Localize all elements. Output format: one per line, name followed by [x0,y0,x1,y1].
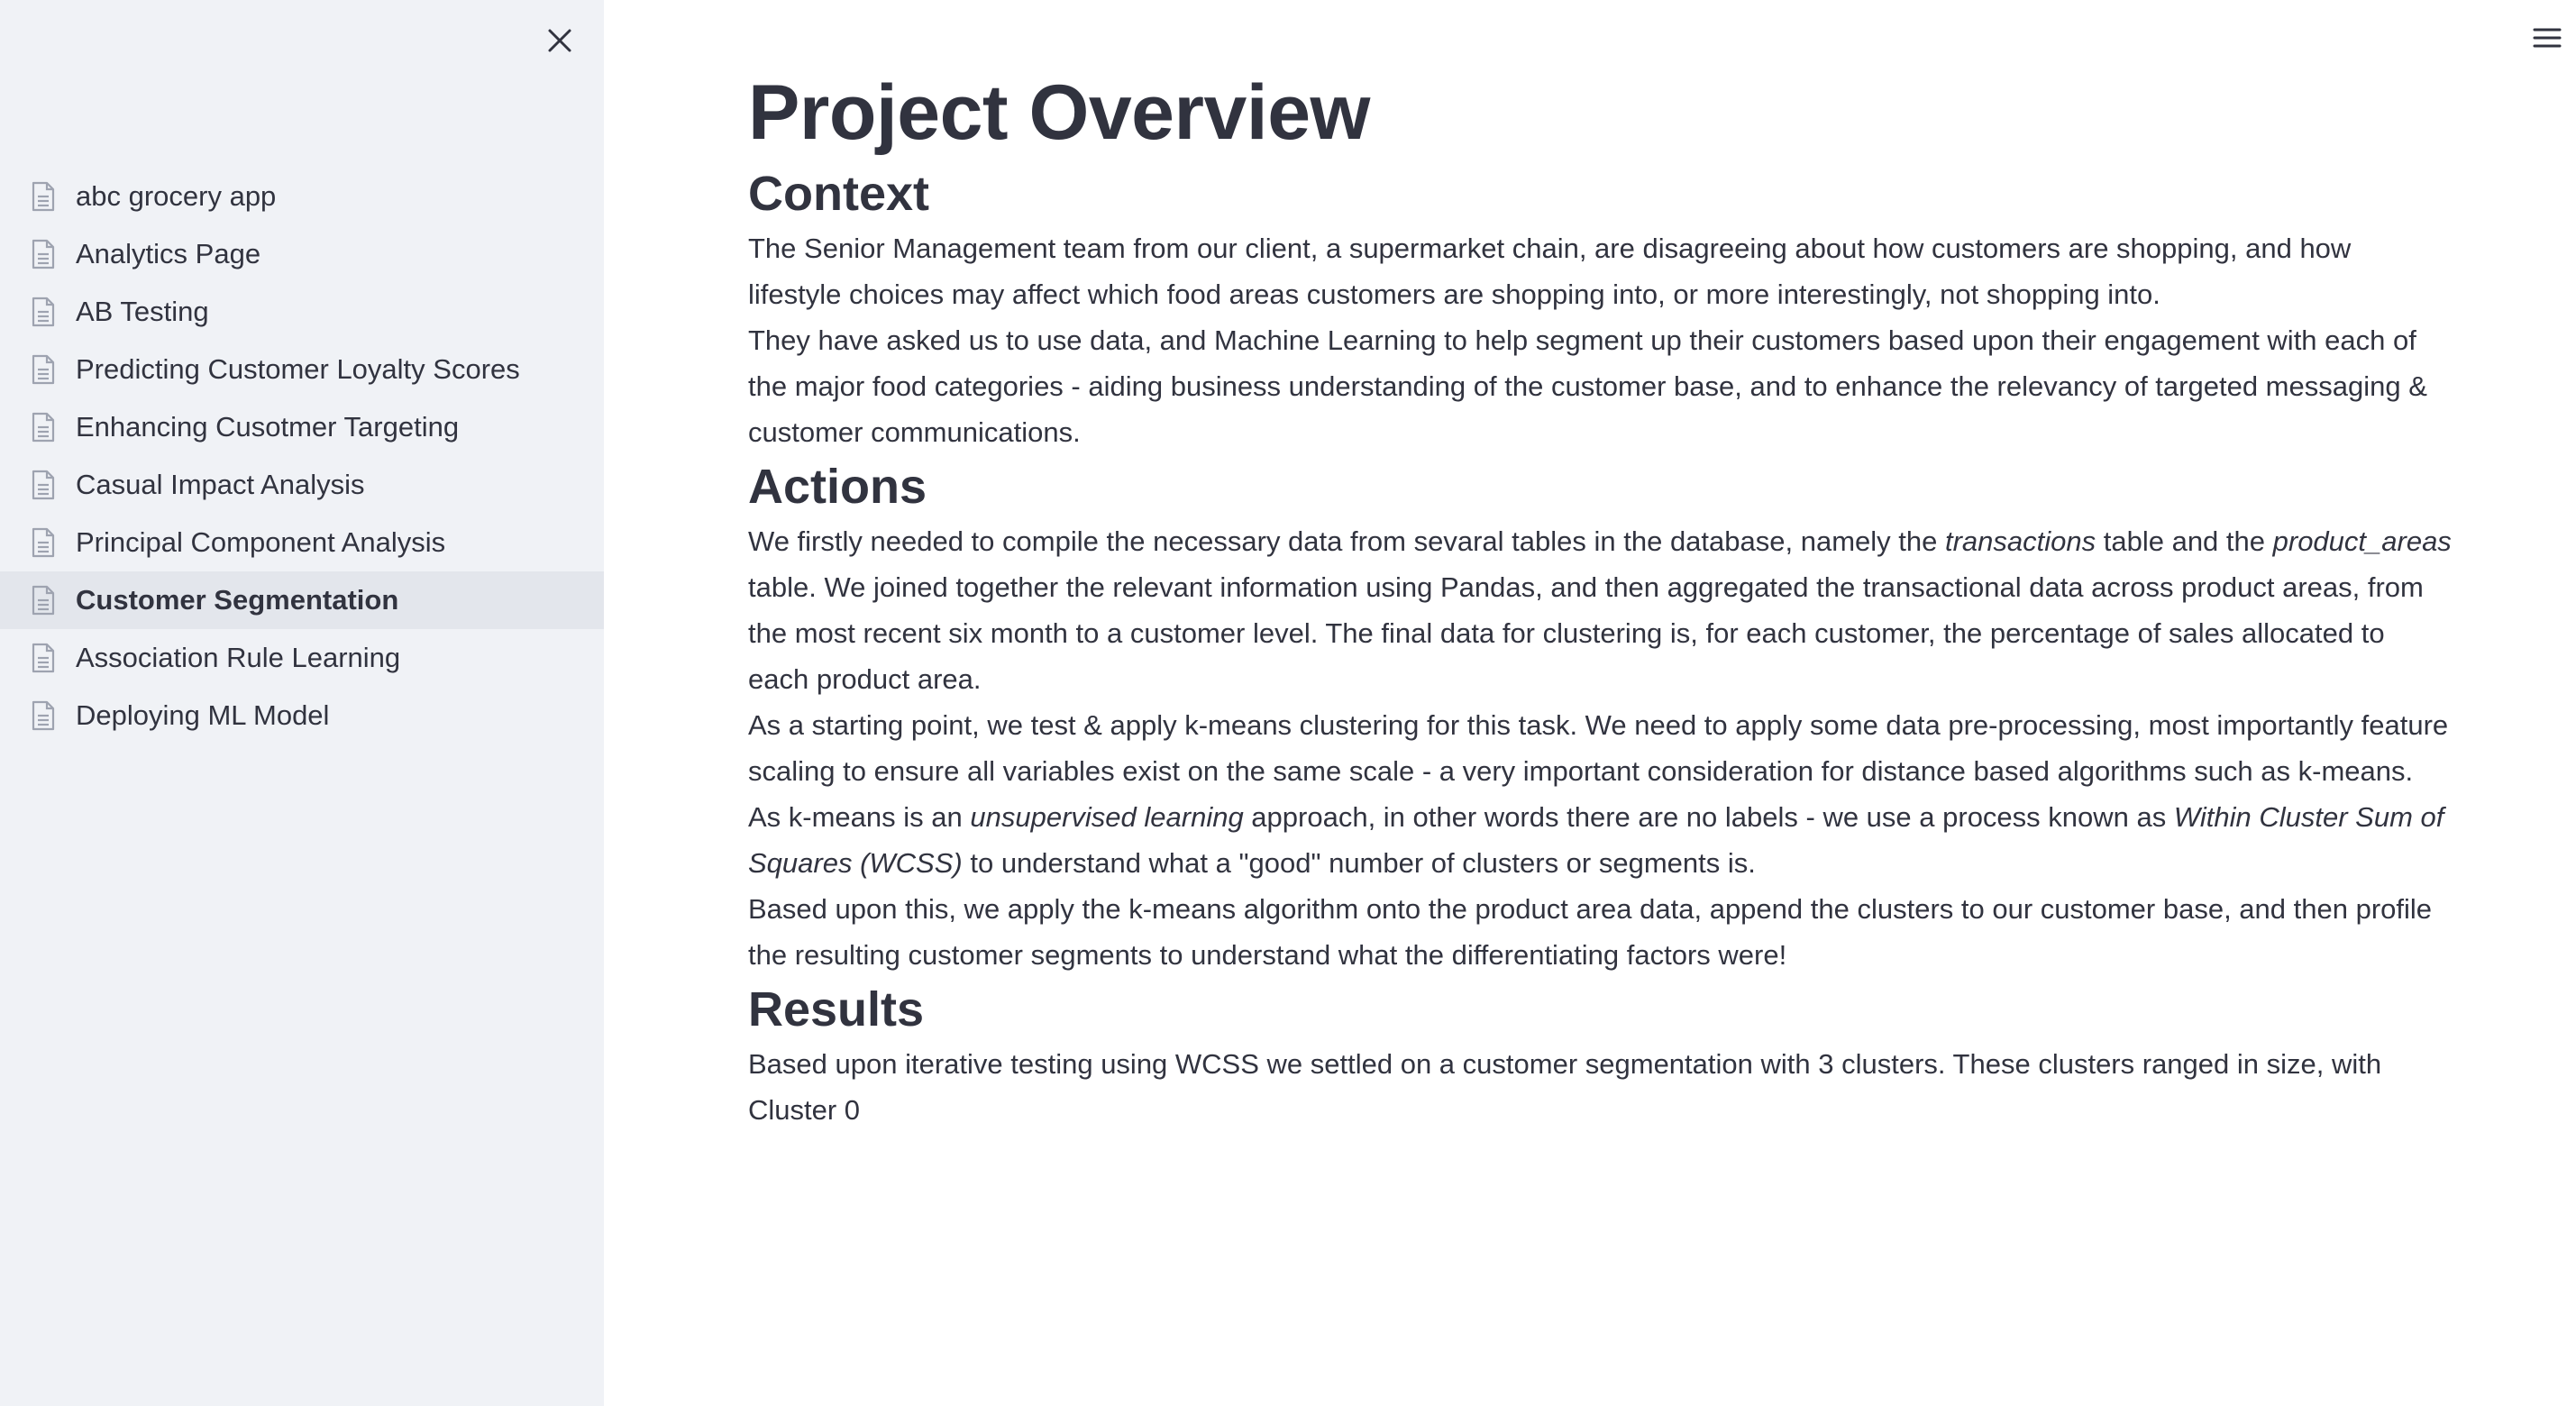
sidebar-item-label: Enhancing Cusotmer Targeting [76,411,460,443]
actions-heading: Actions [748,460,927,514]
sidebar-item-label: Customer Segmentation [76,584,399,616]
document-icon [31,643,56,673]
sidebar-item-association-rule-learning[interactable] [0,629,604,687]
results-paragraph-1: Based upon iterative testing using WCSS we settled on a customer segmentation with 3 clusters. These clusters ranged in size, with Cluster 0 [748,1048,2382,1126]
actions-paragraph-4: Based upon this, we apply the k-means algorithm onto the product area data, append the clusters to our customer base, and then profile the resulting customer segments to understand what the differentiating factors were! [748,893,2433,971]
document-icon [31,181,56,212]
sidebar-item-customer-segmentation[interactable] [0,571,604,629]
context-heading: Context [748,167,929,221]
sidebar-item-predicting-customer-loyalty-scores[interactable] [0,341,604,398]
main-menu-button[interactable] [2527,18,2567,58]
context-paragraph-1: The Senior Management team from our client, a supermarket chain, are disagreeing about how customers are shopping, and how lifestyle choices may affect which food areas customers are shopping into, or more interestingly, not shopping into. [748,233,2352,310]
hamburger-menu-icon [2533,26,2562,50]
sidebar-item-casual-impact-analysis[interactable] [0,456,604,514]
sidebar-item-abc-grocery-app[interactable] [0,168,604,225]
actions-paragraph-2: As a starting point, we test & apply k-means clustering for this task. We need to apply some data pre-processing, most importantly feature scaling to ensure all variables exist on the same scale - a very important consideration for distance based algorithms such as k-means. [748,709,2449,787]
emphasis-transactions: transactions [1944,525,2096,557]
results-heading: Results [748,982,925,1036]
document-icon [31,239,56,269]
actions-paragraph-3 [748,794,2452,886]
sidebar-item-label: Deploying ML Model [76,699,330,731]
sidebar-item-analytics-page[interactable] [0,225,604,283]
sidebar-item-label: AB Testing [76,296,209,327]
sidebar-item-label: Predicting Customer Loyalty Scores [76,353,520,385]
sidebar-item-deploying-ml-model[interactable] [0,687,604,744]
sidebar-item-label: Casual Impact Analysis [76,469,365,500]
page-title: Project Overview [748,69,1370,156]
document-icon [31,412,56,443]
close-icon [547,28,572,53]
document-icon [31,700,56,731]
document-icon [31,354,56,385]
sidebar-item-label: Principal Component Analysis [76,526,446,558]
sidebar-item-ab-testing[interactable] [0,283,604,341]
text-run: to understand what a "good" number of clusters or segments is. [962,847,1756,879]
close-sidebar-button[interactable] [539,20,580,61]
sidebar-item-principal-component-analysis[interactable] [0,514,604,571]
sidebar-item-label: Analytics Page [76,238,261,269]
article [748,0,2452,1133]
text-run: approach, in other words there are no labels - we use a process known as [1243,801,2174,833]
document-icon [31,470,56,500]
document-icon [31,527,56,558]
sidebar [0,0,604,1406]
main-content [604,0,2576,1406]
text-run: table. We joined together the relevant information using Pandas, and then aggregated the transactional data across product areas, from the most recent six month to a customer level. The final data for clustering is, for each customer, the percentage of sales allocated to each product area. [748,571,2424,695]
sidebar-item-enhancing-customer-targeting[interactable] [0,398,604,456]
emphasis-unsupervised-learning: unsupervised learning [970,801,1244,833]
text-run: We firstly needed to compile the necessary data from sevaral tables in the database, namely the [748,525,1945,557]
document-icon [31,297,56,327]
emphasis-wcss: Within Cluster Sum of Squares (WCSS) [748,801,2444,879]
actions-paragraph-1 [748,518,2452,702]
document-icon [31,585,56,616]
context-paragraph-2: They have asked us to use data, and Machine Learning to help segment up their customers based upon their engagement with each of the major food categories - aiding business understanding of the customer base, and to enhance the relevancy of targeted messaging & customer communications. [748,324,2427,448]
text-run: As k-means is an [748,801,971,833]
emphasis-product-areas: product_areas [2272,525,2452,557]
sidebar-item-label: abc grocery app [76,180,277,212]
sidebar-nav [0,168,604,744]
sidebar-item-label: Association Rule Learning [76,642,401,673]
text-run: table and the [2096,525,2273,557]
